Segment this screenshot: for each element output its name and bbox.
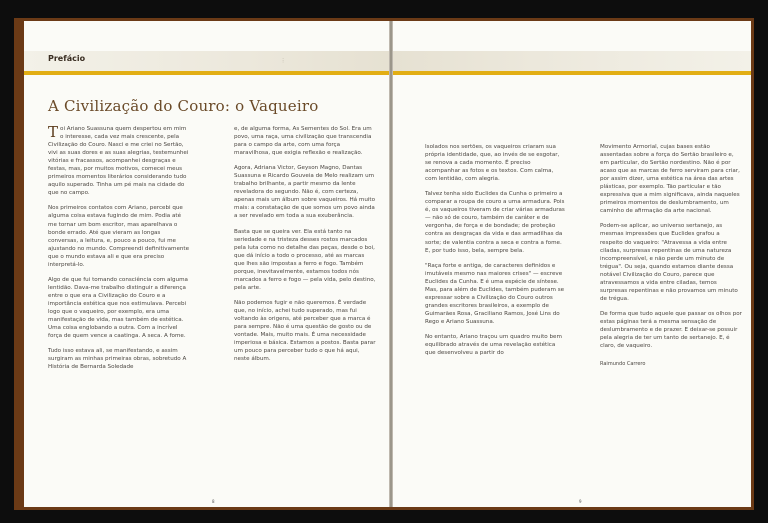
open-book xyxy=(14,18,754,510)
paragraph: Podem-se aplicar, ao universo sertanejo, as mesmas impressões que Euclides grafou a respeito do vaqueiro: "Atravessa a vida entre ciladas, surpresas repentinas de uma natureza incompreensível, e não perde um minuto de trégua". Ou seja, quando estamos diante dessa notável Civilização do Couro, parece que atravessamos a vida entre ciladas, temos surpresas repentinas e não provamos um minuto de trégua. xyxy=(600,223,738,302)
paragraph: "Raça forte e antiga, de caracteres definidos e imutáveis mesmo nas maiores crises" — escreve Euclides da Cunha. E é uma espécie de síntese. Mas, para além de Euclides, também puderam se expressar sobre a Civilização do Couro outros grandes escritores brasileiros, a exemplo de Guimarães Rosa, Graciliano Ramos, José Lins do Rego e Ariano Suassuna. xyxy=(425,262,565,325)
author-signature: Raimundo Carrero xyxy=(600,361,646,368)
header-rule xyxy=(393,71,751,75)
paragraph: Tudo isso estava ali, se manifestando, e assim surgiram as minhas primeiras obras, sobretudo A História de Bernarda Soledade xyxy=(48,348,187,371)
section-label: Prefácio xyxy=(48,54,86,63)
header-band xyxy=(393,51,751,71)
page-number: 8 xyxy=(212,499,215,504)
header-rule xyxy=(24,71,389,75)
paragraph: Não podemos fugir e não queremos. É verdade que, no início, achei tudo superado, mas fui voltando às origens, até perceber que a marca é para sempre. Não é uma questão de gosto ou de vontade. Mais, muito mais. É uma necessidade imperiosa e básica. Estamos a postos. Basta parar um pouco para perceber tudo o que há aqui, neste álbum. xyxy=(234,299,376,363)
page-number: 9 xyxy=(579,499,582,504)
paragraph: Algo de que fui tomando consciência com alguma lentidão. Dava-me trabalho distinguir a diferença entre o que era a Civilização do Couro e a importância estética que nos estimulava. Percebi logo que o vaqueiro, por exemplo, era uma manifestação de vida, mas também de estética. Uma coisa englobando a outra. Com a incrível força de quem vence a caatinga. A seca. A fome. xyxy=(48,276,188,340)
paragraph: Movimento Armorial, cujas bases estão assentadas sobre a força do Sertão brasileiro e, em particular, do Sertão nordestino. Não é por acaso que as marcas de ferro serviram para criar, por assim dizer, uma estética na área das artes plásticas, por exemplo. Tão particular e tão expressiva que a mim significava, ainda naqueles primeiros momentos de deslumbramento, um caminho de afirmação da arte nacional. xyxy=(600,144,740,215)
text-column-1 xyxy=(48,125,190,378)
paragraph: Isolados nos sertões, os vaqueiros criaram sua própria identidade, que, ao invés de se esgotar, se renova a cada momento. É preciso acompanhar as fotos e os textos. Com calma, com lentidão, com alegria. xyxy=(425,144,560,183)
drop-cap: T xyxy=(48,123,59,141)
paragraph: Nos primeiros contatos com Ariano, percebi que alguma coisa estava fugindo de mim. Podia até me tornar um bom escritor, mas aparelhava o bonde errado. Até que vieram as longas conversas, a leitura, e, pouco a pouco, fui me ajustando no mundo. Compreendi definitivamente que o mundo estava ali e que era preciso interpretá-lo. xyxy=(48,205,190,268)
left-page xyxy=(24,21,389,507)
chapter-title: A Civilização do Couro: o Vaqueiro xyxy=(48,97,319,115)
text-column-2 xyxy=(234,125,376,370)
paragraph: De forma que tudo aquele que passar os olhos por estas páginas terá a mesma sensação de deslumbramento e de prazer. E deixar-se possuir pela alegria de ter um tanto de sertanejo. E, é claro, de vaqueiro. xyxy=(600,310,742,350)
paragraph: Agora, Adriana Victor, Geyson Magno, Dantas Suassuna e Ricardo Gouveia de Melo realizam um trabalho brilhante, a partir mesmo da lente reveladora do segundo. Não é, com certeza, apenas mais um álbum sobre vaqueiros. Há muito mais: a constatação de que somos um povo ainda a ser revelado em toda a sua exuberância. xyxy=(234,165,376,220)
paragraph: Talvez tenha sido Euclides da Cunha o primeiro a comparar a roupa de couro a uma armadura. Pois é, os vaqueiros tiveram de criar várias armaduras — não só de couro, também de caráter e de vergonha, de força e de bondade; de proteção contra as desgraças da vida e das armadilhas da sorte; de valentia contra a seca e contra a fome. E, por tudo isso, bela, sempre bela. xyxy=(425,191,565,254)
paragraph: e, de alguma forma, As Sementes do Sol. Era um povo, uma raça, uma civilização que transcendia para o campo da arte, com uma força maravilhosa, que exigia reflexão e realização. xyxy=(234,126,372,157)
paragraph: Toi Ariano Suassuna quem despertou em mim o interesse, cada vez mais crescente, pela Civilização do Couro. Nasci e me criei no Sertão, vivi as suas dores e as suas alegrias, testemunhei vitórias e fracassos, acompanhei desgraças e festas, mas, por muitos motivos, comecei meus primeiros momentos literários considerando tudo aquilo superado. Tinha um pé mais na cidade do que no campo. xyxy=(48,123,189,197)
paragraph: No entanto, Ariano traçou um quadro muito bem equilibrado através de uma revelação estética que desenvolveu a partir do xyxy=(425,333,562,357)
text-column-3 xyxy=(425,143,567,364)
pencil-mark: ⁝ xyxy=(282,57,285,65)
text-column-4 xyxy=(600,143,742,368)
paragraph: Basta que se queira ver. Ela está tanto na seriedade e na tristeza desses rostos marcados pela luta como no detalhe das peças, desde o boi, que dá início a todo o processo, até as marcas que lhes são impostas a ferro e fogo. Também porque, inevitavelmente, estamos todos nós marcados a ferro e fogo — pela vida, pelo destino, pela arte. xyxy=(234,228,376,291)
right-page xyxy=(393,21,751,507)
